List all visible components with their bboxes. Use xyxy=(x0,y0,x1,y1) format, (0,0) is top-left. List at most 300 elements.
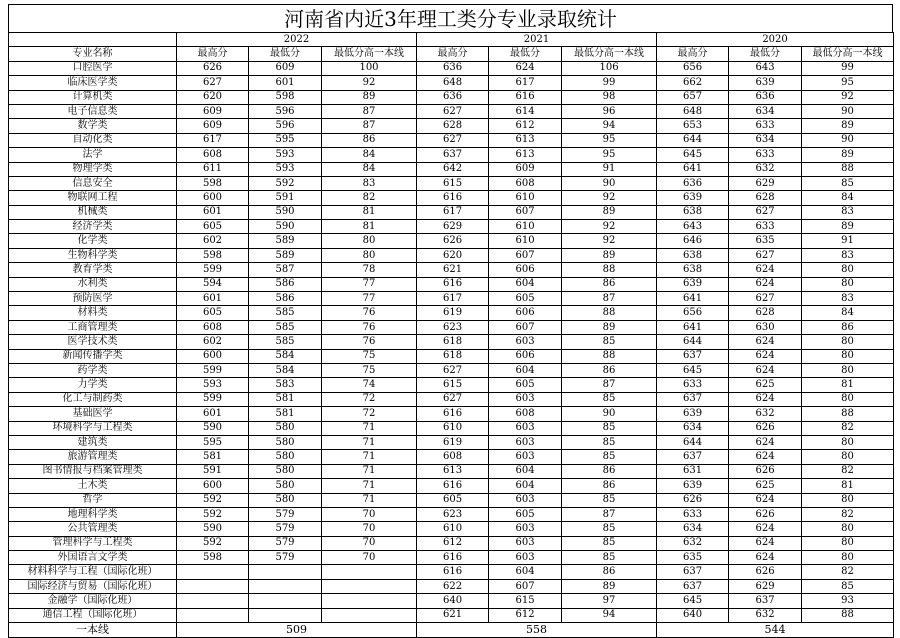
min-2022-cell: 586 xyxy=(249,292,322,306)
diff-2022-cell: 83 xyxy=(322,176,417,190)
min-2021-cell: 607 xyxy=(489,579,562,593)
diff-2020-cell: 88 xyxy=(802,162,894,176)
diff-2020-cell: 83 xyxy=(802,205,894,219)
major-name-cell: 物理学类 xyxy=(9,162,177,176)
min-2022-cell xyxy=(249,608,322,622)
max-2020-cell: 636 xyxy=(657,176,729,190)
max-2022-cell xyxy=(177,579,249,593)
diff-2021-cell: 92 xyxy=(562,220,657,234)
diff-2022-cell: 87 xyxy=(322,119,417,133)
max-2020-cell: 656 xyxy=(657,61,729,75)
min-2021-cell: 603 xyxy=(489,551,562,565)
min-2022-cell: 584 xyxy=(249,349,322,363)
min-2021-cell: 612 xyxy=(489,119,562,133)
major-name-cell: 旅游管理类 xyxy=(9,450,177,464)
max-2020-cell: 648 xyxy=(657,104,729,118)
diff-2021-cell: 97 xyxy=(562,594,657,608)
major-header: 专业名称 xyxy=(9,47,177,61)
major-name-cell: 金融学（国际化班） xyxy=(9,594,177,608)
diff-2020-cell: 82 xyxy=(802,464,894,478)
min-2022-cell: 580 xyxy=(249,464,322,478)
min-2020-cell: 626 xyxy=(729,421,802,435)
diff-2021-cell: 86 xyxy=(562,565,657,579)
max-2022-cell: 605 xyxy=(177,306,249,320)
min-2021-cell: 603 xyxy=(489,392,562,406)
page-title: 河南省内近3年理工类分专业录取统计 xyxy=(8,4,893,32)
min-header: 最低分 xyxy=(729,47,802,61)
diff-2022-cell: 82 xyxy=(322,191,417,205)
table-row xyxy=(9,335,894,349)
diff-2020-cell: 93 xyxy=(802,594,894,608)
diff-2022-cell: 75 xyxy=(322,349,417,363)
diff-2022-cell: 78 xyxy=(322,263,417,277)
max-2021-cell: 616 xyxy=(417,277,489,291)
diff-2021-cell: 85 xyxy=(562,335,657,349)
major-name-cell: 医学技术类 xyxy=(9,335,177,349)
min-2021-cell: 610 xyxy=(489,220,562,234)
max-2021-cell: 610 xyxy=(417,421,489,435)
min-2022-cell: 579 xyxy=(249,551,322,565)
diff-2022-cell: 92 xyxy=(322,76,417,90)
min-2020-cell: 628 xyxy=(729,306,802,320)
max-2022-cell: 594 xyxy=(177,277,249,291)
table-row xyxy=(9,435,894,449)
diff-2020-cell: 88 xyxy=(802,407,894,421)
table-row xyxy=(9,148,894,162)
min-2021-cell: 604 xyxy=(489,363,562,377)
max-2022-cell: 602 xyxy=(177,234,249,248)
min-2021-cell: 603 xyxy=(489,421,562,435)
min-2020-cell: 624 xyxy=(729,551,802,565)
min-2021-cell: 616 xyxy=(489,90,562,104)
diff-2021-cell: 88 xyxy=(562,263,657,277)
max-2021-cell: 621 xyxy=(417,608,489,622)
min-2022-cell: 587 xyxy=(249,263,322,277)
max-2022-cell: 627 xyxy=(177,76,249,90)
diff-2020-cell: 99 xyxy=(802,61,894,75)
min-2022-cell: 589 xyxy=(249,234,322,248)
min-2021-cell: 604 xyxy=(489,565,562,579)
min-2020-cell: 624 xyxy=(729,263,802,277)
min-2022-cell: 592 xyxy=(249,176,322,190)
min-2020-cell: 625 xyxy=(729,378,802,392)
max-2021-cell: 627 xyxy=(417,104,489,118)
major-name-cell: 外国语言文学类 xyxy=(9,551,177,565)
diff-2022-cell: 72 xyxy=(322,407,417,421)
diff-2021-cell: 95 xyxy=(562,133,657,147)
min-2020-cell: 643 xyxy=(729,61,802,75)
major-name-cell: 物联网工程 xyxy=(9,191,177,205)
min-2022-cell: 579 xyxy=(249,507,322,521)
min-header: 最低分 xyxy=(489,47,562,61)
min-2021-cell: 603 xyxy=(489,536,562,550)
min-2022-cell: 585 xyxy=(249,320,322,334)
diff-2020-cell: 83 xyxy=(802,248,894,262)
diff-2020-cell: 82 xyxy=(802,507,894,521)
min-2020-cell: 624 xyxy=(729,493,802,507)
diff-2021-cell: 89 xyxy=(562,320,657,334)
diff-2020-cell: 80 xyxy=(802,263,894,277)
min-2020-cell: 630 xyxy=(729,320,802,334)
diff-2021-cell: 90 xyxy=(562,407,657,421)
min-2021-cell: 608 xyxy=(489,407,562,421)
min-2020-cell: 625 xyxy=(729,479,802,493)
diff-2020-cell: 80 xyxy=(802,536,894,550)
min-2022-cell: 580 xyxy=(249,450,322,464)
max-2021-cell: 621 xyxy=(417,263,489,277)
min-2020-cell: 624 xyxy=(729,522,802,536)
max-2022-cell: 611 xyxy=(177,162,249,176)
diff-2020-cell: 92 xyxy=(802,90,894,104)
diff-2021-cell: 85 xyxy=(562,551,657,565)
max-2020-cell: 653 xyxy=(657,119,729,133)
max-2022-cell: 600 xyxy=(177,191,249,205)
min-2020-cell: 632 xyxy=(729,407,802,421)
min-2022-cell: 581 xyxy=(249,392,322,406)
diff-2021-cell: 88 xyxy=(562,349,657,363)
diff-header: 最低分高一本线 xyxy=(802,47,894,61)
max-2022-cell: 593 xyxy=(177,378,249,392)
diff-2022-cell: 100 xyxy=(322,61,417,75)
max-2022-cell: 592 xyxy=(177,507,249,521)
min-2021-cell: 605 xyxy=(489,378,562,392)
diff-2020-cell: 86 xyxy=(802,320,894,334)
diff-2022-cell: 71 xyxy=(322,421,417,435)
table-row xyxy=(9,522,894,536)
max-2021-cell: 610 xyxy=(417,522,489,536)
table-row xyxy=(9,507,894,521)
min-2021-cell: 610 xyxy=(489,234,562,248)
major-name-cell: 材料类 xyxy=(9,306,177,320)
table-row xyxy=(9,579,894,593)
min-2020-cell: 627 xyxy=(729,292,802,306)
diff-2020-cell: 80 xyxy=(802,363,894,377)
min-2021-cell: 617 xyxy=(489,76,562,90)
min-2022-cell: 590 xyxy=(249,220,322,234)
min-2020-cell: 633 xyxy=(729,220,802,234)
major-name-cell: 图书情报与档案管理类 xyxy=(9,464,177,478)
max-2020-cell: 637 xyxy=(657,565,729,579)
table-row xyxy=(9,349,894,363)
min-2021-cell: 607 xyxy=(489,320,562,334)
diff-2021-cell: 92 xyxy=(562,191,657,205)
min-2021-cell: 605 xyxy=(489,292,562,306)
diff-2021-cell: 95 xyxy=(562,148,657,162)
table-row xyxy=(9,104,894,118)
table-row xyxy=(9,594,894,608)
max-2021-cell: 617 xyxy=(417,205,489,219)
min-2020-cell: 634 xyxy=(729,104,802,118)
major-name-cell: 基础医学 xyxy=(9,407,177,421)
min-2021-cell: 603 xyxy=(489,450,562,464)
max-header: 最高分 xyxy=(417,47,489,61)
max-2020-cell: 641 xyxy=(657,292,729,306)
min-2020-cell: 624 xyxy=(729,277,802,291)
table-row xyxy=(9,378,894,392)
diff-2021-cell: 92 xyxy=(562,234,657,248)
table-row xyxy=(9,234,894,248)
min-2020-cell: 632 xyxy=(729,608,802,622)
min-2021-cell: 607 xyxy=(489,205,562,219)
max-2020-cell: 640 xyxy=(657,608,729,622)
diff-2020-cell: 80 xyxy=(802,349,894,363)
max-2020-cell: 626 xyxy=(657,493,729,507)
major-name-cell: 管理科学与工程类 xyxy=(9,536,177,550)
diff-2020-cell: 85 xyxy=(802,579,894,593)
max-2021-cell: 623 xyxy=(417,320,489,334)
max-2020-cell: 644 xyxy=(657,435,729,449)
min-2021-cell: 613 xyxy=(489,133,562,147)
diff-2021-cell: 94 xyxy=(562,119,657,133)
min-2022-cell: 589 xyxy=(249,248,322,262)
max-2022-cell: 626 xyxy=(177,61,249,75)
diff-2022-cell: 71 xyxy=(322,450,417,464)
min-2020-cell: 626 xyxy=(729,565,802,579)
max-2022-cell: 599 xyxy=(177,363,249,377)
diff-2021-cell: 96 xyxy=(562,104,657,118)
major-name-cell: 化学类 xyxy=(9,234,177,248)
diff-2020-cell: 90 xyxy=(802,133,894,147)
max-2022-cell: 609 xyxy=(177,104,249,118)
diff-2022-cell: 86 xyxy=(322,133,417,147)
max-2022-cell: 598 xyxy=(177,248,249,262)
diff-2021-cell: 86 xyxy=(562,464,657,478)
max-2022-cell: 605 xyxy=(177,220,249,234)
baseline-2022: 509 xyxy=(177,623,417,638)
diff-2022-cell: 76 xyxy=(322,320,417,334)
baseline-2021: 558 xyxy=(417,623,657,638)
max-2021-cell: 612 xyxy=(417,536,489,550)
major-name-cell: 临床医学类 xyxy=(9,76,177,90)
major-name-cell: 机械类 xyxy=(9,205,177,219)
min-2022-cell: 596 xyxy=(249,104,322,118)
diff-2020-cell: 81 xyxy=(802,378,894,392)
max-2022-cell: 590 xyxy=(177,522,249,536)
min-2020-cell: 624 xyxy=(729,363,802,377)
major-name-cell: 工商管理类 xyxy=(9,320,177,334)
major-name-cell: 材料科学与工程（国际化班） xyxy=(9,565,177,579)
diff-2020-cell: 80 xyxy=(802,335,894,349)
diff-2020-cell: 89 xyxy=(802,220,894,234)
major-name-cell: 数学类 xyxy=(9,119,177,133)
table-row xyxy=(9,421,894,435)
max-2020-cell: 662 xyxy=(657,76,729,90)
major-name-cell: 电子信息类 xyxy=(9,104,177,118)
min-2022-cell: 593 xyxy=(249,162,322,176)
max-2020-cell: 641 xyxy=(657,320,729,334)
max-2022-cell: 620 xyxy=(177,90,249,104)
max-2020-cell: 639 xyxy=(657,407,729,421)
max-2021-cell: 616 xyxy=(417,551,489,565)
min-2022-cell: 581 xyxy=(249,407,322,421)
table-row xyxy=(9,248,894,262)
min-2021-cell: 614 xyxy=(489,104,562,118)
min-2020-cell: 629 xyxy=(729,579,802,593)
min-2020-cell: 636 xyxy=(729,90,802,104)
major-name-cell: 新闻传播学类 xyxy=(9,349,177,363)
diff-2022-cell: 77 xyxy=(322,292,417,306)
max-2022-cell: 592 xyxy=(177,493,249,507)
min-2022-cell: 580 xyxy=(249,493,322,507)
min-2022-cell: 585 xyxy=(249,306,322,320)
diff-header: 最低分高一本线 xyxy=(322,47,417,61)
diff-2020-cell: 80 xyxy=(802,522,894,536)
max-2021-cell: 608 xyxy=(417,450,489,464)
max-2022-cell: 581 xyxy=(177,450,249,464)
min-2022-cell: 601 xyxy=(249,76,322,90)
diff-2022-cell: 70 xyxy=(322,507,417,521)
max-2022-cell: 592 xyxy=(177,536,249,550)
min-2020-cell: 624 xyxy=(729,435,802,449)
max-2021-cell: 627 xyxy=(417,392,489,406)
diff-2022-cell: 77 xyxy=(322,277,417,291)
table-row xyxy=(9,608,894,622)
min-2020-cell: 639 xyxy=(729,76,802,90)
min-2021-cell: 609 xyxy=(489,162,562,176)
major-name-cell: 通信工程（国际化班） xyxy=(9,608,177,622)
diff-2021-cell: 89 xyxy=(562,205,657,219)
table-row xyxy=(9,363,894,377)
major-name-cell: 公共管理类 xyxy=(9,522,177,536)
major-name-cell: 经济学类 xyxy=(9,220,177,234)
max-2021-cell: 616 xyxy=(417,191,489,205)
min-2022-cell: 590 xyxy=(249,205,322,219)
max-2020-cell: 656 xyxy=(657,306,729,320)
min-2020-cell: 629 xyxy=(729,176,802,190)
max-2022-cell: 617 xyxy=(177,133,249,147)
table-row xyxy=(9,133,894,147)
diff-2022-cell: 74 xyxy=(322,378,417,392)
diff-header: 最低分高一本线 xyxy=(562,47,657,61)
diff-2021-cell: 94 xyxy=(562,608,657,622)
max-2022-cell: 608 xyxy=(177,148,249,162)
year-2021-header: 2021 xyxy=(417,33,657,47)
max-2022-cell xyxy=(177,594,249,608)
major-name-cell: 力学类 xyxy=(9,378,177,392)
diff-2022-cell xyxy=(322,565,417,579)
major-name-cell: 计算机类 xyxy=(9,90,177,104)
max-2020-cell: 632 xyxy=(657,536,729,550)
max-2021-cell: 628 xyxy=(417,119,489,133)
min-2021-cell: 603 xyxy=(489,522,562,536)
table-row xyxy=(9,536,894,550)
max-2021-cell: 636 xyxy=(417,90,489,104)
max-2021-cell: 605 xyxy=(417,493,489,507)
max-header: 最高分 xyxy=(177,47,249,61)
diff-2021-cell: 99 xyxy=(562,76,657,90)
max-2020-cell: 643 xyxy=(657,220,729,234)
major-name-cell: 药学类 xyxy=(9,363,177,377)
max-2020-cell: 657 xyxy=(657,90,729,104)
max-2021-cell: 619 xyxy=(417,435,489,449)
min-2020-cell: 633 xyxy=(729,119,802,133)
max-2022-cell: 598 xyxy=(177,551,249,565)
year-2022-header: 2022 xyxy=(177,33,417,47)
min-header: 最低分 xyxy=(249,47,322,61)
diff-2021-cell: 85 xyxy=(562,421,657,435)
diff-2021-cell: 86 xyxy=(562,277,657,291)
diff-2022-cell: 70 xyxy=(322,551,417,565)
diff-2021-cell: 85 xyxy=(562,450,657,464)
max-2021-cell: 620 xyxy=(417,248,489,262)
min-2022-cell: 580 xyxy=(249,421,322,435)
diff-2021-cell: 85 xyxy=(562,522,657,536)
table-row xyxy=(9,220,894,234)
max-2020-cell: 639 xyxy=(657,479,729,493)
year-2020-header: 2020 xyxy=(657,33,894,47)
diff-2021-cell: 85 xyxy=(562,435,657,449)
min-2021-cell: 612 xyxy=(489,608,562,622)
min-2021-cell: 615 xyxy=(489,594,562,608)
diff-2020-cell: 83 xyxy=(802,292,894,306)
min-2022-cell: 583 xyxy=(249,378,322,392)
diff-2020-cell: 90 xyxy=(802,104,894,118)
min-2022-cell: 591 xyxy=(249,191,322,205)
table-row xyxy=(9,263,894,277)
min-2022-cell xyxy=(249,565,322,579)
diff-2022-cell xyxy=(322,579,417,593)
max-2022-cell: 591 xyxy=(177,464,249,478)
diff-2022-cell: 80 xyxy=(322,234,417,248)
major-name-cell: 土木类 xyxy=(9,479,177,493)
diff-2022-cell: 71 xyxy=(322,435,417,449)
min-2020-cell: 626 xyxy=(729,507,802,521)
table-row xyxy=(9,292,894,306)
max-2022-cell: 600 xyxy=(177,479,249,493)
min-2022-cell: 593 xyxy=(249,148,322,162)
min-2020-cell: 627 xyxy=(729,205,802,219)
max-2021-cell: 618 xyxy=(417,349,489,363)
diff-2020-cell: 89 xyxy=(802,119,894,133)
major-name-cell: 环境科学与工程类 xyxy=(9,421,177,435)
table-row xyxy=(9,493,894,507)
table-row xyxy=(9,320,894,334)
max-2021-cell: 622 xyxy=(417,579,489,593)
max-2021-cell: 642 xyxy=(417,162,489,176)
max-2020-cell: 638 xyxy=(657,248,729,262)
min-2022-cell: 579 xyxy=(249,522,322,536)
min-2021-cell: 603 xyxy=(489,493,562,507)
max-2021-cell: 636 xyxy=(417,61,489,75)
min-2021-cell: 605 xyxy=(489,507,562,521)
min-2021-cell: 604 xyxy=(489,277,562,291)
max-2020-cell: 644 xyxy=(657,335,729,349)
max-2020-cell: 634 xyxy=(657,522,729,536)
major-name-cell: 预防医学 xyxy=(9,292,177,306)
major-name-cell: 化工与制药类 xyxy=(9,392,177,406)
max-2022-cell: 590 xyxy=(177,421,249,435)
diff-2022-cell: 89 xyxy=(322,90,417,104)
table-row xyxy=(9,191,894,205)
diff-2022-cell: 71 xyxy=(322,479,417,493)
max-2020-cell: 638 xyxy=(657,263,729,277)
baseline-2020: 544 xyxy=(657,623,894,638)
diff-2022-cell: 76 xyxy=(322,335,417,349)
diff-2020-cell: 81 xyxy=(802,479,894,493)
max-2021-cell: 618 xyxy=(417,335,489,349)
max-2022-cell: 609 xyxy=(177,119,249,133)
diff-2021-cell: 86 xyxy=(562,479,657,493)
min-2020-cell: 626 xyxy=(729,464,802,478)
min-2020-cell: 624 xyxy=(729,335,802,349)
diff-2021-cell: 91 xyxy=(562,162,657,176)
diff-2020-cell: 80 xyxy=(802,392,894,406)
major-name-cell: 法学 xyxy=(9,148,177,162)
major-name-cell: 教育学类 xyxy=(9,263,177,277)
score-table xyxy=(8,32,894,638)
table-row xyxy=(9,162,894,176)
table-row xyxy=(9,61,894,75)
